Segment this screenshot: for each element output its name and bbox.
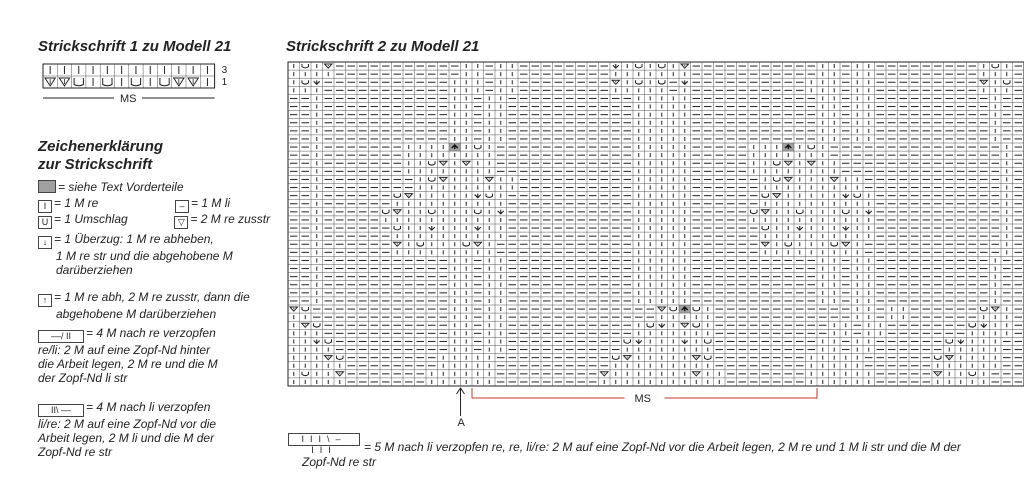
legend-heading bbox=[38, 138, 163, 174]
ssk-stitch bbox=[659, 323, 665, 327]
chart-cell bbox=[383, 210, 390, 214]
chart-cell bbox=[394, 194, 401, 198]
chart-cell bbox=[705, 356, 712, 360]
ssk-stitch bbox=[843, 194, 849, 198]
chart-cell bbox=[831, 177, 839, 181]
cable-left-icon: II\ –– bbox=[38, 404, 84, 417]
chart-cell bbox=[440, 161, 448, 165]
yarn-over bbox=[160, 78, 169, 86]
chart-cell bbox=[636, 64, 643, 68]
chart1-ms-label: MS bbox=[120, 93, 137, 105]
chart-cell bbox=[463, 242, 470, 246]
chart-cell bbox=[693, 356, 701, 360]
chart-cell bbox=[463, 161, 471, 165]
ssk-stitch bbox=[682, 80, 688, 84]
chart-cell bbox=[682, 339, 688, 343]
yarn-over bbox=[705, 356, 712, 360]
yarn-over bbox=[302, 64, 309, 68]
ssk-stitch bbox=[636, 339, 642, 343]
chart-cell bbox=[843, 226, 849, 230]
chart-cell bbox=[486, 194, 493, 198]
chart-cell bbox=[498, 210, 504, 214]
chart-cell bbox=[774, 161, 781, 165]
yarn-over bbox=[302, 307, 309, 311]
chart-cell bbox=[762, 226, 769, 230]
chart-cell bbox=[417, 242, 424, 246]
yarn-over bbox=[785, 242, 792, 246]
chart-cell bbox=[337, 356, 344, 360]
chart-cell bbox=[659, 80, 666, 84]
yarn-over bbox=[854, 194, 861, 198]
yarn-over bbox=[417, 242, 424, 246]
k2tog-icon: ▽ bbox=[174, 216, 188, 229]
ssk-stitch bbox=[475, 226, 481, 230]
chart-cell bbox=[475, 210, 482, 214]
yarn-over bbox=[636, 80, 643, 84]
ssk-arrow-down-icon: ↓ bbox=[38, 236, 52, 249]
yarn-over bbox=[693, 323, 700, 327]
chart-cell bbox=[314, 80, 320, 84]
chart-cell bbox=[693, 307, 700, 311]
yarn-over bbox=[429, 177, 436, 181]
yarn-over bbox=[636, 64, 643, 68]
chart-cell bbox=[429, 226, 435, 230]
chart-cell bbox=[969, 323, 976, 327]
yarn-over bbox=[797, 210, 804, 214]
yarn-over bbox=[670, 307, 677, 311]
chart-cell bbox=[613, 64, 619, 68]
chart-cell bbox=[475, 194, 481, 198]
ssk-stitch bbox=[314, 80, 320, 84]
chart-cell bbox=[131, 78, 140, 86]
chart-cell bbox=[475, 145, 482, 149]
yarn-over bbox=[981, 307, 988, 311]
chart-cell bbox=[302, 323, 310, 327]
chart-cell bbox=[843, 210, 850, 214]
chart-cell bbox=[429, 161, 436, 165]
ssk-stitch bbox=[475, 194, 481, 198]
chart-cell bbox=[797, 226, 803, 230]
chart-cell bbox=[762, 242, 770, 246]
ssk-stitch bbox=[613, 64, 619, 68]
ssk-stitch bbox=[682, 339, 688, 343]
grey-cell-icon bbox=[38, 180, 56, 193]
chart-cell bbox=[679, 305, 691, 313]
chart-cell bbox=[325, 64, 333, 68]
yarn-over bbox=[429, 210, 436, 214]
chart-cell bbox=[958, 339, 964, 343]
chart-cell bbox=[486, 177, 494, 181]
ssk-stitch bbox=[866, 210, 872, 214]
yarn-over bbox=[314, 323, 321, 327]
yarn-over bbox=[659, 80, 666, 84]
ssk-stitch bbox=[958, 339, 964, 343]
legend-item-cable-left: II\ –– = 4 M nach li verzopfen li/re: 2 M auf eine Zopf-Nd vor die Arbeit legen, 2 M li und die M der Zopf-Nd re str bbox=[38, 400, 217, 459]
chart1-title: Strickschrift 1 zu Modell 21 bbox=[38, 38, 232, 55]
chart-cell bbox=[785, 161, 793, 165]
yarn-over bbox=[131, 78, 140, 86]
yarn-over bbox=[624, 339, 631, 343]
chart-cell bbox=[659, 323, 665, 327]
ssk-stitch bbox=[843, 226, 849, 230]
chart-cell bbox=[302, 64, 309, 68]
chart-cell bbox=[624, 339, 631, 343]
chart-cell bbox=[831, 242, 838, 246]
ssk-stitch bbox=[314, 339, 320, 343]
yarn-over bbox=[751, 210, 758, 214]
chart-cell bbox=[762, 194, 769, 198]
chart-cell bbox=[174, 78, 184, 86]
sk2p-arrow-up-icon: ↑ bbox=[38, 294, 52, 307]
chart-cell bbox=[981, 323, 987, 327]
yarn-over bbox=[969, 323, 976, 327]
knit-stitch-icon: I bbox=[38, 200, 52, 213]
legend-item-yo-k2tog: U = 1 Umschlag ▽ = 2 M re zusstr bbox=[38, 212, 270, 229]
legend-item-ssk: ↓ = 1 Überzug: 1 M re abheben, 1 M re str und die abgehobene M darüberziehen bbox=[38, 232, 233, 277]
chart-cell bbox=[981, 307, 988, 311]
yarn-over bbox=[475, 210, 482, 214]
yarn-over bbox=[808, 145, 815, 149]
legend-item-grey: = siehe Text Vorderteile bbox=[38, 180, 184, 194]
chart-cell bbox=[693, 323, 700, 327]
chart-cell bbox=[636, 80, 643, 84]
chart-cell bbox=[980, 80, 988, 84]
yarn-over bbox=[946, 339, 953, 343]
purl-stitch-icon: – bbox=[175, 200, 189, 213]
chart-cell bbox=[302, 80, 309, 84]
chart-cell bbox=[325, 339, 332, 343]
yarn-over bbox=[1004, 80, 1011, 84]
grid-cells bbox=[288, 62, 1024, 386]
yarn-over bbox=[463, 242, 470, 246]
yarn-over bbox=[831, 242, 838, 246]
chart-cell bbox=[659, 64, 666, 68]
chart-cell bbox=[429, 210, 436, 214]
chart-cell bbox=[992, 307, 1000, 311]
chart-cell bbox=[808, 145, 815, 149]
yarn-over-icon: U bbox=[38, 216, 52, 229]
chart-cell bbox=[59, 78, 69, 86]
yarn-over bbox=[693, 307, 700, 311]
chart-cell bbox=[842, 242, 850, 246]
chart-cell bbox=[394, 242, 402, 246]
chart-cell bbox=[682, 80, 688, 84]
yarn-over bbox=[74, 78, 83, 86]
grid-cells bbox=[43, 64, 215, 88]
chart-cell bbox=[613, 356, 620, 360]
chart-cell bbox=[394, 226, 401, 230]
chart-cell bbox=[797, 210, 804, 214]
chart1-row-number: 3 bbox=[221, 65, 228, 76]
yarn-over bbox=[774, 161, 781, 165]
yarn-over bbox=[394, 226, 401, 230]
chart-cell bbox=[440, 177, 448, 181]
chart1-row-number: 1 bbox=[221, 77, 228, 88]
yarn-over bbox=[394, 194, 401, 198]
chart-cell bbox=[681, 64, 689, 68]
chart-cell bbox=[785, 242, 792, 246]
chart-cell bbox=[314, 323, 321, 327]
chart-cell bbox=[681, 323, 689, 327]
chart-cell bbox=[74, 78, 83, 86]
ssk-stitch bbox=[981, 323, 987, 327]
yarn-over bbox=[659, 64, 666, 68]
chart-cell bbox=[160, 78, 169, 86]
ssk-stitch bbox=[797, 226, 803, 230]
legend-item-sk2p: ↑ = 1 M re abh, 2 M re zusstr, dann die abgehobene M darüberziehen bbox=[38, 290, 250, 321]
chart-cell bbox=[188, 78, 198, 86]
yarn-over bbox=[774, 177, 781, 181]
yarn-over bbox=[613, 356, 620, 360]
chart-cell bbox=[394, 210, 402, 214]
chart-cell bbox=[783, 143, 795, 151]
chart-cell bbox=[785, 177, 793, 181]
chart1-grid bbox=[42, 62, 242, 122]
yarn-over bbox=[647, 323, 654, 327]
cable-right-icon: ––/ II bbox=[38, 330, 84, 343]
yarn-over bbox=[302, 372, 309, 376]
yarn-over bbox=[475, 145, 482, 149]
chart-cell bbox=[843, 194, 849, 198]
chart-cell bbox=[751, 210, 758, 214]
chart-cell bbox=[624, 356, 632, 360]
yarn-over bbox=[992, 64, 999, 68]
chart-cell bbox=[290, 307, 298, 311]
yarn-over bbox=[486, 194, 493, 198]
chart-cell bbox=[992, 64, 999, 68]
yarn-over bbox=[325, 339, 332, 343]
chart-cell bbox=[658, 307, 666, 311]
chart2-grid bbox=[283, 60, 1023, 429]
chart-cell bbox=[405, 194, 413, 198]
chart2-title: Strickschrift 2 zu Modell 21 bbox=[286, 38, 480, 55]
yarn-over bbox=[762, 194, 769, 198]
chart-cell bbox=[302, 372, 309, 376]
yarn-over bbox=[383, 210, 390, 214]
legend-heading-line2: zur Strickschrift bbox=[38, 156, 153, 173]
chart-cell bbox=[866, 210, 872, 214]
yarn-over bbox=[103, 78, 112, 86]
chart-cell bbox=[325, 356, 333, 360]
chart-cell bbox=[314, 339, 320, 343]
chart-cell bbox=[429, 177, 436, 181]
ssk-stitch bbox=[429, 226, 435, 230]
chart-cell bbox=[636, 339, 642, 343]
chart-cell bbox=[762, 210, 770, 214]
ssk-stitch bbox=[498, 210, 504, 214]
chart-cell bbox=[946, 339, 953, 343]
yarn-over bbox=[705, 339, 712, 343]
legend-item-knit-purl: I = 1 M re – = 1 M li bbox=[38, 196, 230, 213]
chart-cell bbox=[854, 194, 861, 198]
chart-cell bbox=[647, 323, 654, 327]
yarn-over bbox=[935, 356, 942, 360]
chart-cell bbox=[475, 226, 481, 230]
chart-cell bbox=[773, 194, 781, 198]
chart-cell bbox=[302, 307, 309, 311]
legend-heading-line1: Zeichenerklärung bbox=[38, 138, 164, 155]
chart-cell bbox=[1004, 80, 1011, 84]
chart-cell bbox=[103, 78, 112, 86]
chart-cell bbox=[474, 242, 482, 246]
yarn-over bbox=[762, 226, 769, 230]
chart-cell bbox=[449, 143, 461, 151]
chart-cell bbox=[612, 80, 620, 84]
yarn-over bbox=[843, 210, 850, 214]
chart-cell bbox=[935, 356, 942, 360]
chart-cell bbox=[705, 339, 712, 343]
chart-cell bbox=[45, 78, 55, 86]
yarn-over bbox=[302, 80, 309, 84]
legend-item-cable-right: ––/ II = 4 M nach re verzopfen re/li: 2 M auf eine Zopf-Nd hinter die Arbeit legen, 2 M re und die M der Zopf-Nd li str bbox=[38, 326, 218, 385]
chart-cell bbox=[670, 307, 677, 311]
chart-cell bbox=[774, 177, 781, 181]
yarn-over bbox=[429, 161, 436, 165]
yarn-over bbox=[337, 356, 344, 360]
chart-cell bbox=[808, 161, 816, 165]
chart-cell bbox=[946, 356, 954, 360]
